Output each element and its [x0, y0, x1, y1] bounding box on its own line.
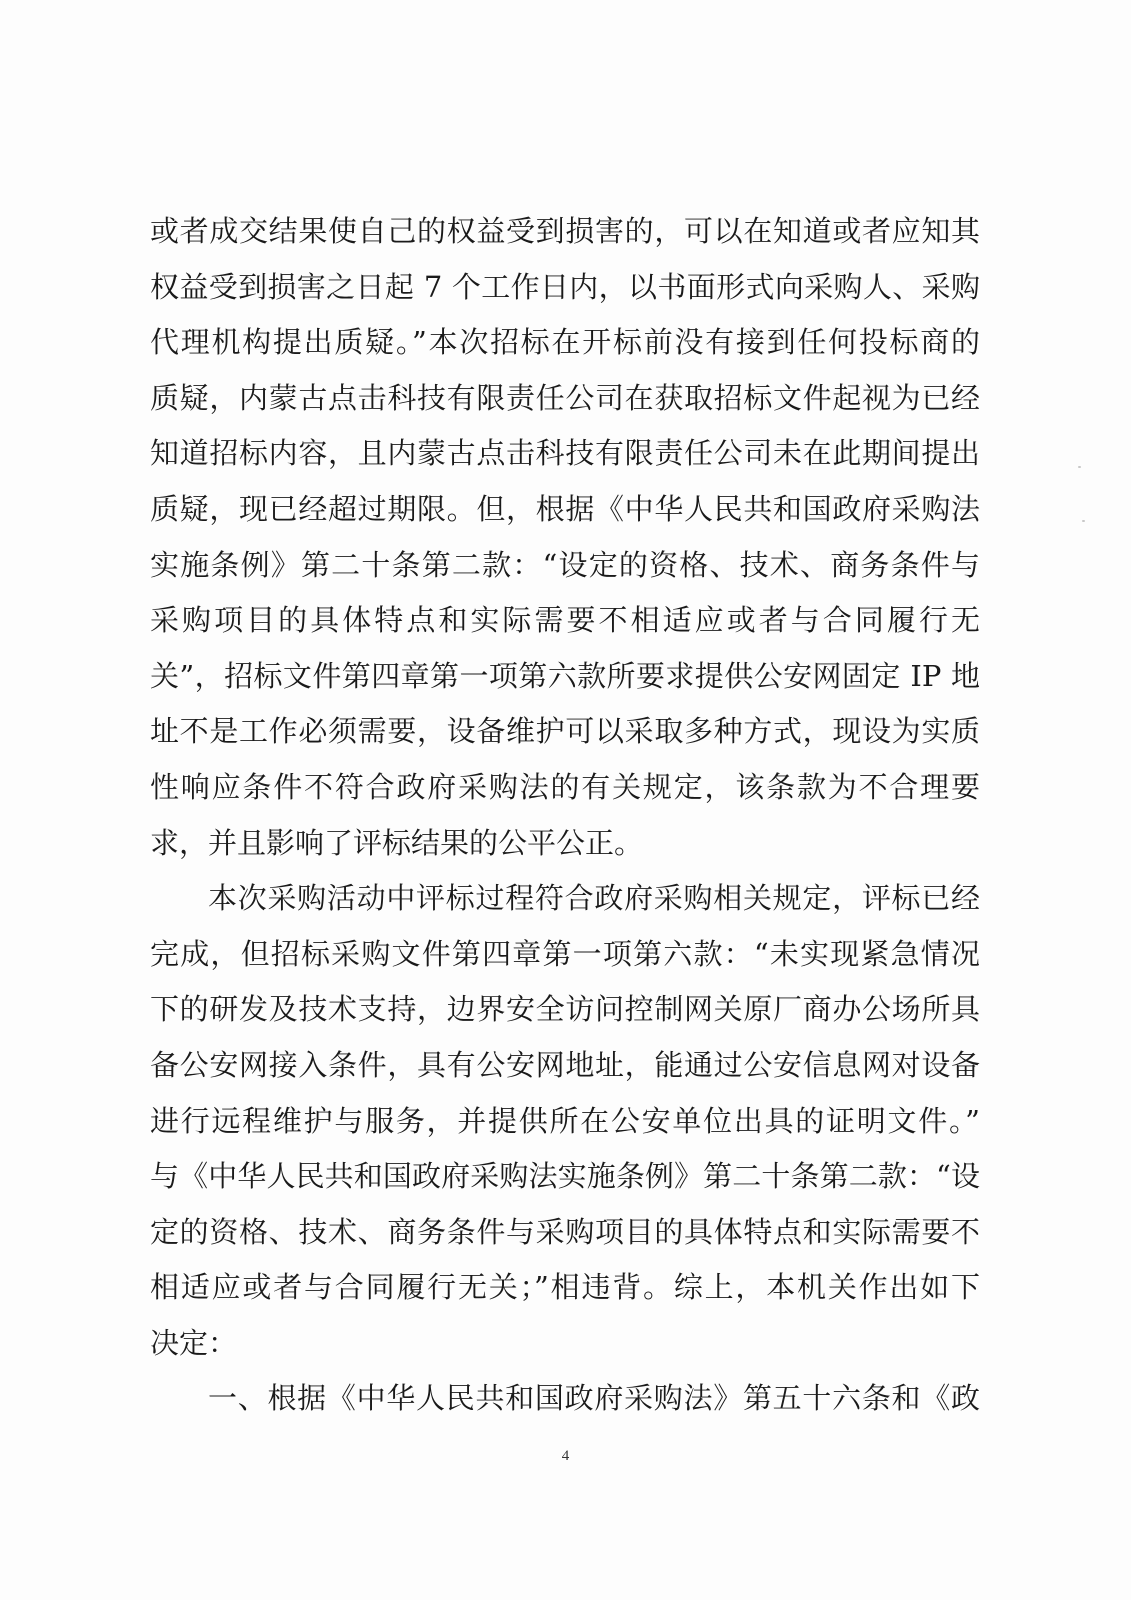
body-line: 进行远程维护与服务，并提供所在公安单位出具的证明文件。”: [150, 1103, 980, 1138]
body-line: 权益受到损害之日起 7 个工作日内，以书面形式向采购人、采购: [150, 269, 980, 304]
paragraph-first-line: 本次采购活动中评标过程符合政府采购相关规定，评标已经: [208, 881, 980, 916]
body-line: 相适应或者与合同履行无关；”相违背。综上，本机关作出如下: [150, 1270, 980, 1305]
paragraph-end-line: 决定：: [150, 1325, 238, 1360]
paragraph-end-line: 求，并且影响了评标结果的公平公正。: [150, 825, 644, 860]
body-line: 定的资格、技术、商务条件与采购项目的具体特点和实际需要不: [150, 1214, 980, 1249]
page-number: 4: [561, 1448, 570, 1464]
body-line: 采购项目的具体特点和实际需要不相适应或者与合同履行无: [150, 603, 980, 638]
body-line: 代理机构提出质疑。”本次招标在开标前没有接到任何投标商的: [150, 325, 980, 360]
body-line: 下的研发及技术支持，边界安全访问控制网关原厂商办公场所具: [150, 992, 980, 1027]
scan-speck: [1082, 520, 1085, 522]
scan-speck: [1078, 466, 1081, 468]
body-line: 实施条例》第二十条第二款：“设定的资格、技术、商务条件与: [150, 547, 980, 582]
paragraph-first-line: 一、根据《中华人民共和国政府采购法》第五十六条和《政: [208, 1381, 980, 1416]
body-line: 或者成交结果使自己的权益受到损害的，可以在知道或者应知其: [150, 214, 980, 248]
body-line: 关”，招标文件第四章第一项第六款所要求提供公安网固定 IP 地: [150, 658, 980, 693]
body-line: 质疑，内蒙古点击科技有限责任公司在获取招标文件起视为已经: [150, 380, 980, 415]
body-line: 址不是工作必须需要，设备维护可以采取多种方式，现设为实质: [150, 714, 980, 749]
document-body: [150, 204, 980, 1427]
body-line: 备公安网接入条件，具有公安网地址，能通过公安信息网对设备: [150, 1047, 980, 1082]
body-line: 与《中华人民共和国政府采购法实施条例》第二十条第二款：“设: [150, 1159, 980, 1194]
body-line: 知道招标内容，且内蒙古点击科技有限责任公司未在此期间提出: [150, 436, 980, 471]
body-line: 质疑，现已经超过期限。但，根据《中华人民共和国政府采购法: [150, 491, 980, 526]
body-line: 完成，但招标采购文件第四章第一项第六款：“未实现紧急情况: [150, 936, 980, 971]
body-line: 性响应条件不符合政府采购法的有关规定，该条款为不合理要: [150, 769, 980, 804]
